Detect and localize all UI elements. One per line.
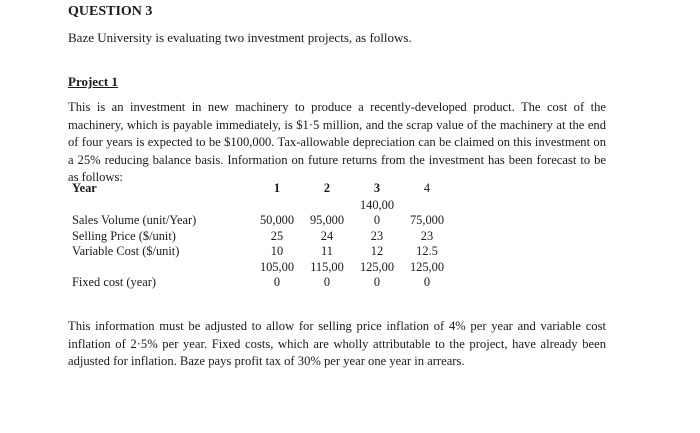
table-row — [72, 244, 452, 260]
inflation-note: This information must be adjusted to allow for selling price inflation of 4% per year and variable cost inflation of 2·5% per year. Fixed costs, which are wholly attributable to the project, have already been adjusted for inflation. Baze pays profit tax of 30% per year one year in arrears. — [68, 319, 606, 368]
cell: 115,00 0 — [310, 259, 344, 289]
header-year: 1 — [273, 181, 281, 195]
table-header-row — [72, 181, 452, 198]
table-row — [72, 260, 452, 291]
cell: 95,000 — [309, 213, 345, 227]
table-row — [72, 229, 452, 245]
header-year: 2 — [323, 181, 331, 195]
project-description: This is an investment in new machinery to produce a recently-developed product. The cost of the machinery, which is payable immediately, is $1·5 million, and the scrap value of the machinery at the end of four years is expected to be $100,000. Tax-allowable depreciation can be claimed on this investment on a 25% reducing balance basis. Information on future returns from the investment has been forecast to be as follows: — [68, 100, 606, 184]
cell: 10 — [270, 244, 284, 258]
row-label: Variable Cost ($/unit) — [72, 244, 180, 258]
cell: 11 — [321, 244, 333, 258]
table-row — [72, 198, 452, 229]
project-title: Project 1 — [68, 74, 118, 89]
forecast-table — [72, 181, 452, 291]
row-label: Sales Volume (unit/Year) — [72, 213, 197, 227]
header-year: 4 — [423, 181, 431, 195]
cell: 23 — [420, 228, 434, 243]
cell: 50,000 — [259, 213, 295, 227]
cell: 140,00 0 — [359, 197, 395, 227]
cell: 23 — [370, 228, 384, 243]
cell: 24 — [320, 228, 334, 243]
cell: 12 — [370, 244, 384, 258]
header-year: 3 — [373, 181, 381, 195]
cell: 75,000 — [409, 213, 445, 227]
cell: 12.5 — [416, 244, 438, 258]
question-heading: QUESTION 3 — [68, 4, 153, 19]
row-label: Selling Price ($/unit) — [72, 228, 176, 243]
cell: 125,00 0 — [359, 259, 395, 289]
intro-text: Baze University is evaluating two investment projects, as follows. — [68, 30, 412, 45]
cell: 105,00 0 — [259, 259, 295, 289]
header-label: Year — [72, 181, 97, 195]
cell: 25 — [270, 228, 284, 243]
row-label: Fixed cost (year) — [72, 275, 156, 289]
cell: 125,00 0 — [409, 259, 445, 289]
